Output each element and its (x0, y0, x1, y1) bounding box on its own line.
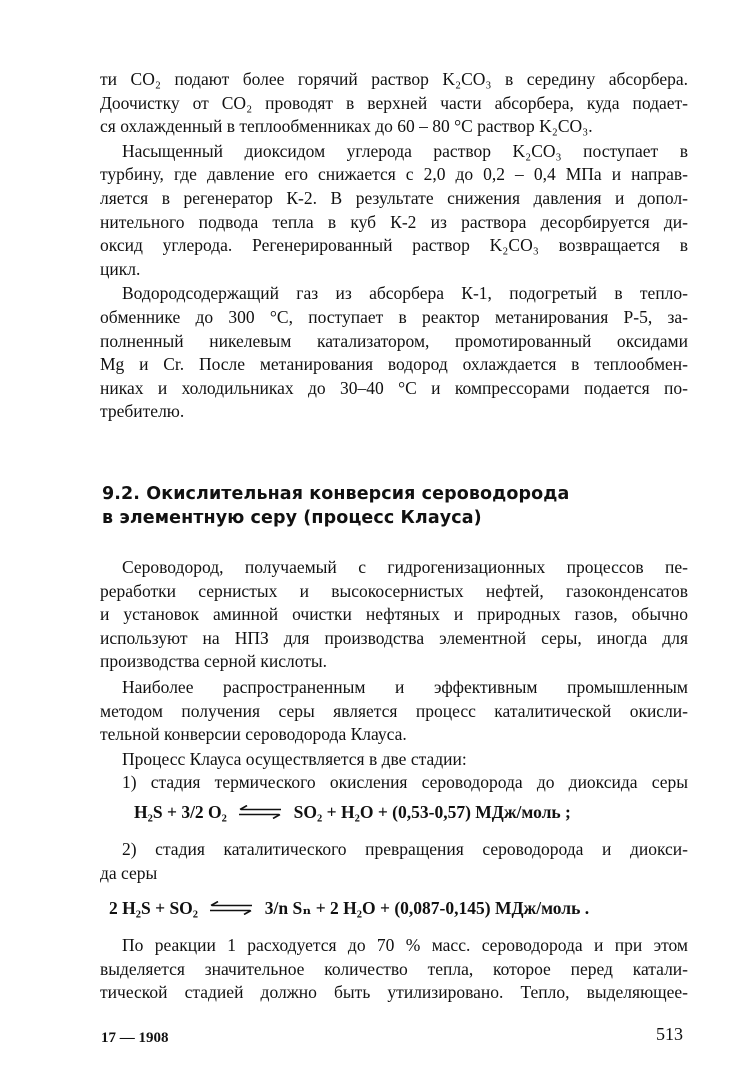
paragraph (100, 934, 688, 1005)
paragraph (100, 748, 688, 772)
text-line: ти CO₂ подают более горячий раствор K₂CO₃ в середину абсорбера. (100, 69, 688, 89)
page-number: 513 (656, 1024, 683, 1044)
text-line: реработки сернистых и высокосернистых нефтей, газоконденсатов (100, 580, 688, 601)
equation-right-side: 3/n Sₙ + 2 H₂O + (0,087-0,145) МДж/моль . (264, 898, 590, 918)
text-line: Насыщенный диоксидом углерода раствор K₂CO₃ поступает в (122, 140, 688, 161)
text-line: полненный никелевым катализатором, промотированный оксидами (100, 330, 688, 351)
text-line: 2) стадия каталитического превращения сероводорода и диокси- (122, 839, 688, 859)
equilibrium-arrow-icon (237, 805, 283, 819)
text-line: оксид углерода. Регенерированный раствор K₂CO₃ возвращается в (100, 235, 688, 256)
text-line: турбину, где давление его снижается с 2,0 до 0,2 – 0,4 МПа и направ- (100, 164, 688, 185)
paragraph (100, 771, 688, 795)
text-line: никах и холодильниках до 30–40 °С и компрессорами подается по- (100, 377, 688, 398)
text-line: тельной конверсии сероводорода Клауса. (100, 724, 407, 745)
text-line: Mg и Cr. После метанирования водород охлаждается в теплообмен- (100, 354, 688, 375)
text-line: требителю. (100, 401, 185, 422)
text-line: обменнике до 300 °С, поступает в реактор метанирования Р-5, за- (100, 306, 688, 327)
text-line: ся охлажденный в теплообменниках до 60 – 80 °С раствор K₂CO₃. (100, 116, 593, 137)
text-line: Доочистку от CO₂ проводят в верхней части абсорбера, куда подает- (100, 92, 688, 113)
text-line: методом получения серы является процесс каталитической окисли- (100, 700, 688, 721)
paragraph (100, 556, 688, 674)
body-text-stage2 (100, 838, 688, 885)
text-line: да серы (100, 862, 158, 883)
equation-left-side: H₂S + 3/2 O₂ (134, 802, 227, 822)
reaction-equation-1 (134, 800, 571, 824)
paragraph (100, 140, 688, 282)
text-line: Водородсодержащий газ из абсорбера К-1, подогретый в тепло- (122, 283, 688, 304)
paragraph (100, 838, 688, 885)
paragraph (100, 68, 688, 139)
section-heading-line: в элементную серу (процесс Клауса) (102, 508, 482, 528)
paragraph (100, 676, 688, 747)
text-line: цикл. (100, 258, 141, 279)
section-heading (102, 482, 662, 530)
body-text-mid (100, 556, 688, 795)
text-line: Сероводород, получаемый с гидрогенизационных процессов пе- (122, 557, 688, 577)
equation-right-side: SO₂ + H₂O + (0,53-0,57) МДж/моль ; (293, 802, 571, 822)
text-line: Процесс Клауса осуществляется в две стадии: (122, 748, 467, 769)
text-line: нительного подвода тепла в куб К-2 из раствора десорбируется ди- (100, 211, 688, 232)
text-line: используют на НПЗ для производства элементной серы, иногда для (100, 627, 688, 648)
text-line: Наиболее распространенным и эффективным промышленным (122, 676, 688, 697)
printer-signature: 17 — 1908 (101, 1030, 169, 1046)
equilibrium-arrow-icon (208, 901, 254, 915)
reaction-equation-2 (109, 896, 589, 920)
text-line: 1) стадия термического окисления сероводорода до диоксида серы (122, 772, 688, 793)
text-line: тической стадией должно быть утилизировано. Тепло, выделяющее- (100, 982, 688, 1003)
body-text-bottom (100, 934, 688, 1005)
equation-left-side: 2 H₂S + SO₂ (109, 898, 199, 918)
text-line: По реакции 1 расходуется до 70 % масс. сероводорода и при этом (122, 935, 688, 955)
text-line: производства серной кислоты. (100, 651, 328, 672)
text-line: ляется в регенератор К-2. В результате снижения давления и допол- (100, 187, 688, 208)
section-heading-line: 9.2. Окислительная конверсия сероводорода (102, 484, 570, 504)
body-text-top (100, 68, 688, 424)
paragraph (100, 282, 688, 424)
text-line: и установок аминной очистки нефтяных и природных газов, обычно (100, 604, 688, 625)
text-line: выделяется значительное количество тепла, которое перед катали- (100, 958, 688, 979)
